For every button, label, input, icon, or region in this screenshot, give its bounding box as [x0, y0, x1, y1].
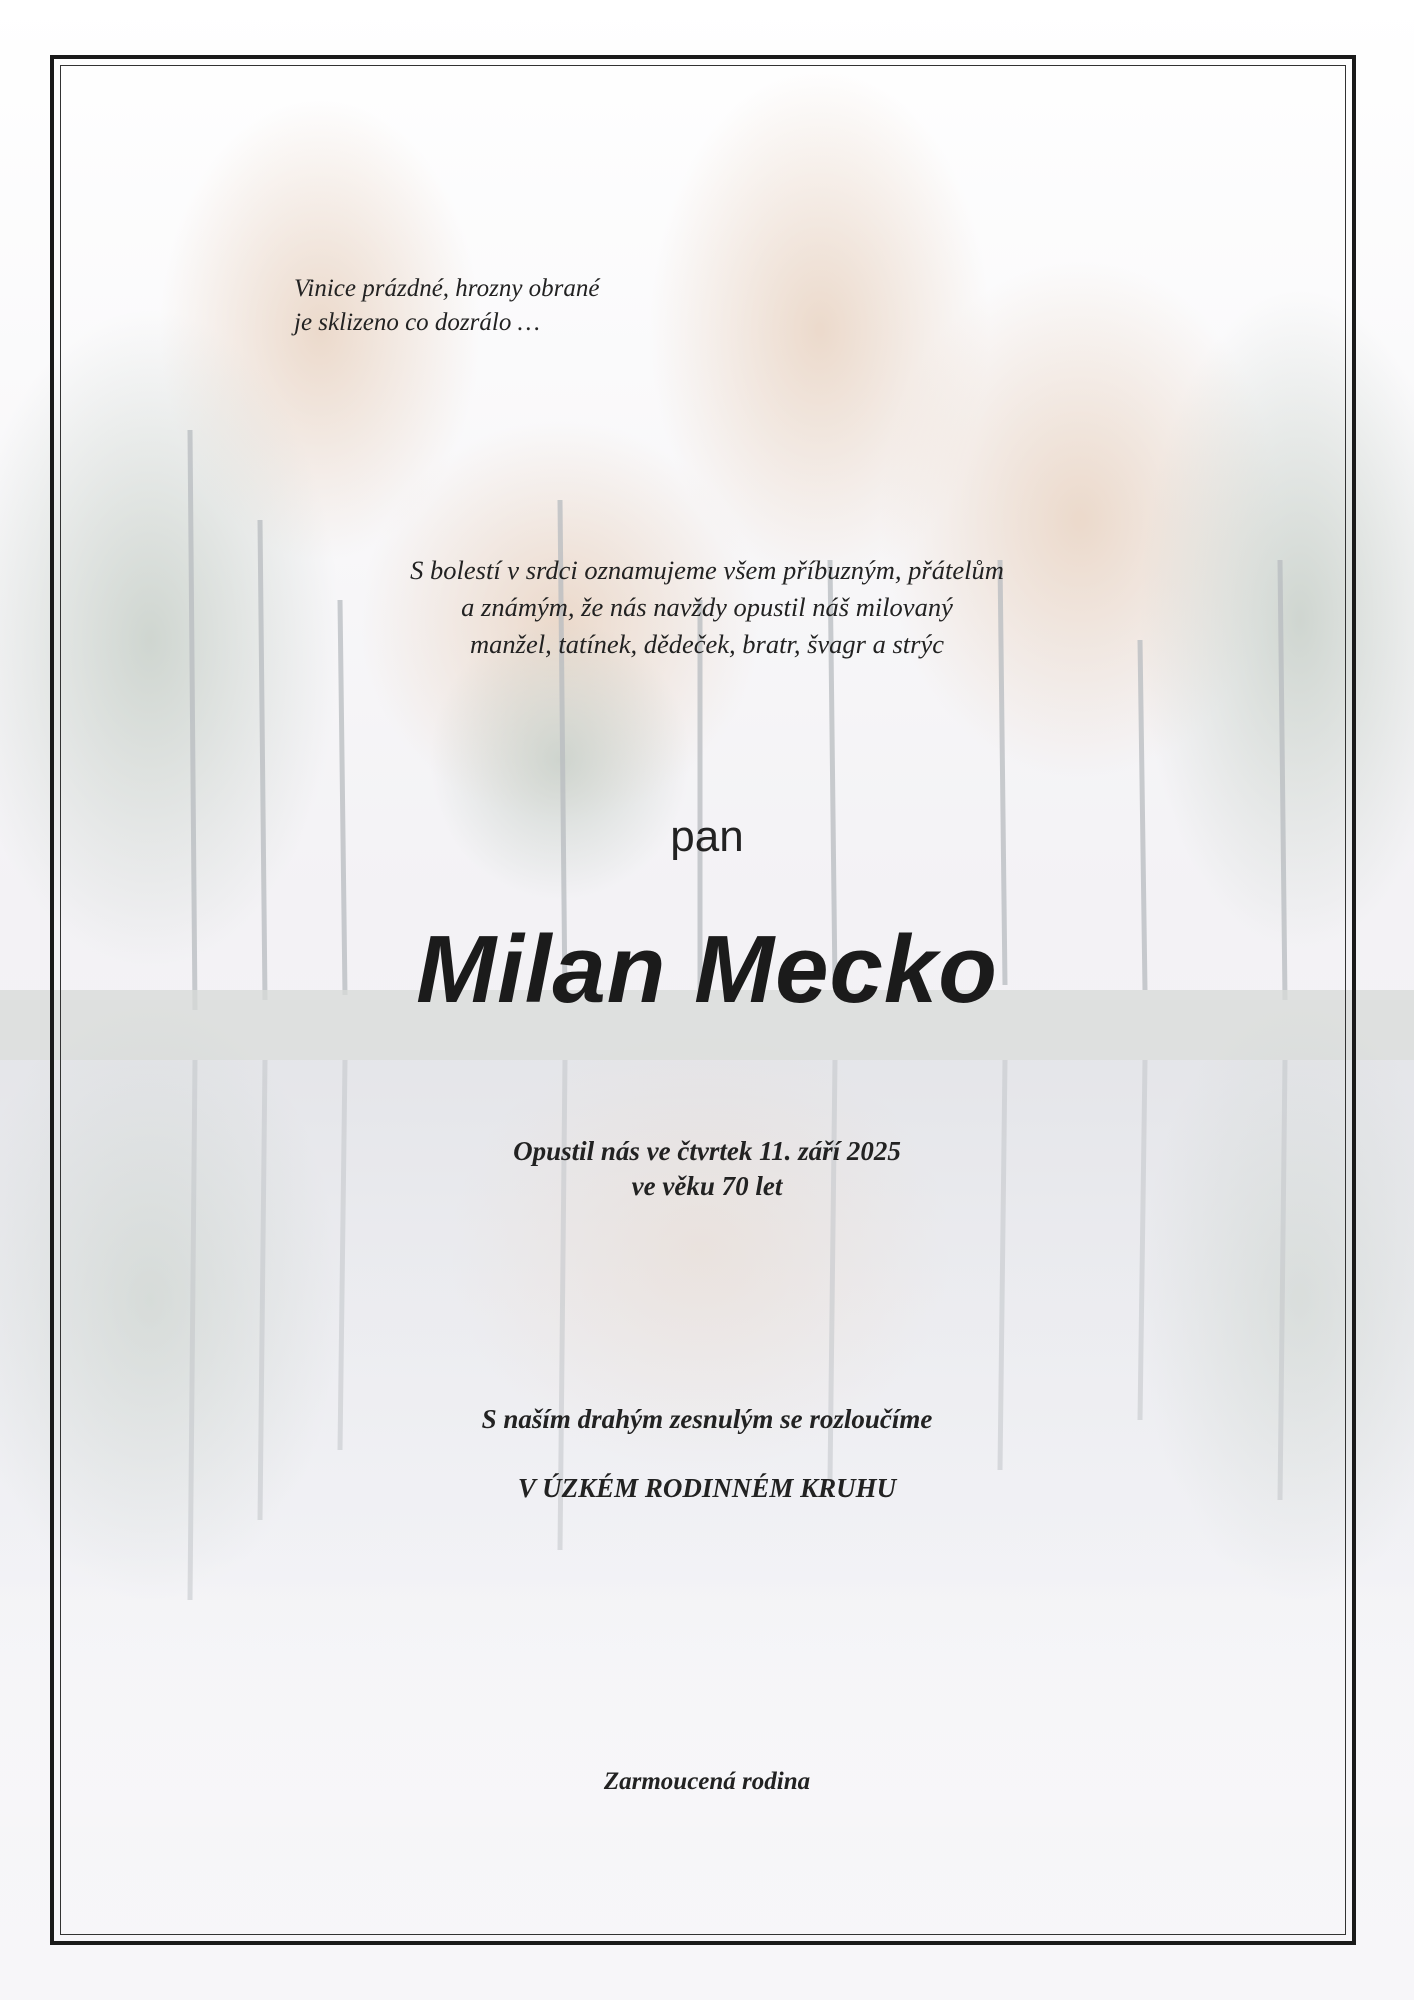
honorific: pan	[670, 812, 744, 861]
deceased-name: Milan Mecko	[416, 916, 998, 1023]
ceremony-note: V ÚZKÉM RODINNÉM KRUHU	[517, 1473, 897, 1503]
signature: Zarmoucená rodina	[603, 1768, 811, 1795]
motto-line: je sklizeno co dozrálo …	[294, 309, 540, 336]
motto-verse	[294, 272, 600, 340]
motto-line: Vinice prázdné, hrozny obrané	[294, 275, 600, 302]
announcement-line: S bolestí v srdci oznamujeme všem příbuzným, přátelům	[410, 555, 1004, 585]
age-line: ve věku 70 let	[631, 1171, 783, 1201]
farewell-line: S naším drahým zesnulým se rozloučíme	[481, 1404, 933, 1434]
announcement-line: a známým, že nás navždy opustil náš milovaný	[461, 592, 953, 622]
death-date-line: Opustil nás ve čtvrtek 11. září 2025	[513, 1136, 901, 1166]
announcement-text	[200, 552, 1214, 663]
death-info	[200, 1134, 1214, 1204]
announcement-line: manžel, tatínek, dědeček, bratr, švagr a strýc	[470, 629, 944, 659]
